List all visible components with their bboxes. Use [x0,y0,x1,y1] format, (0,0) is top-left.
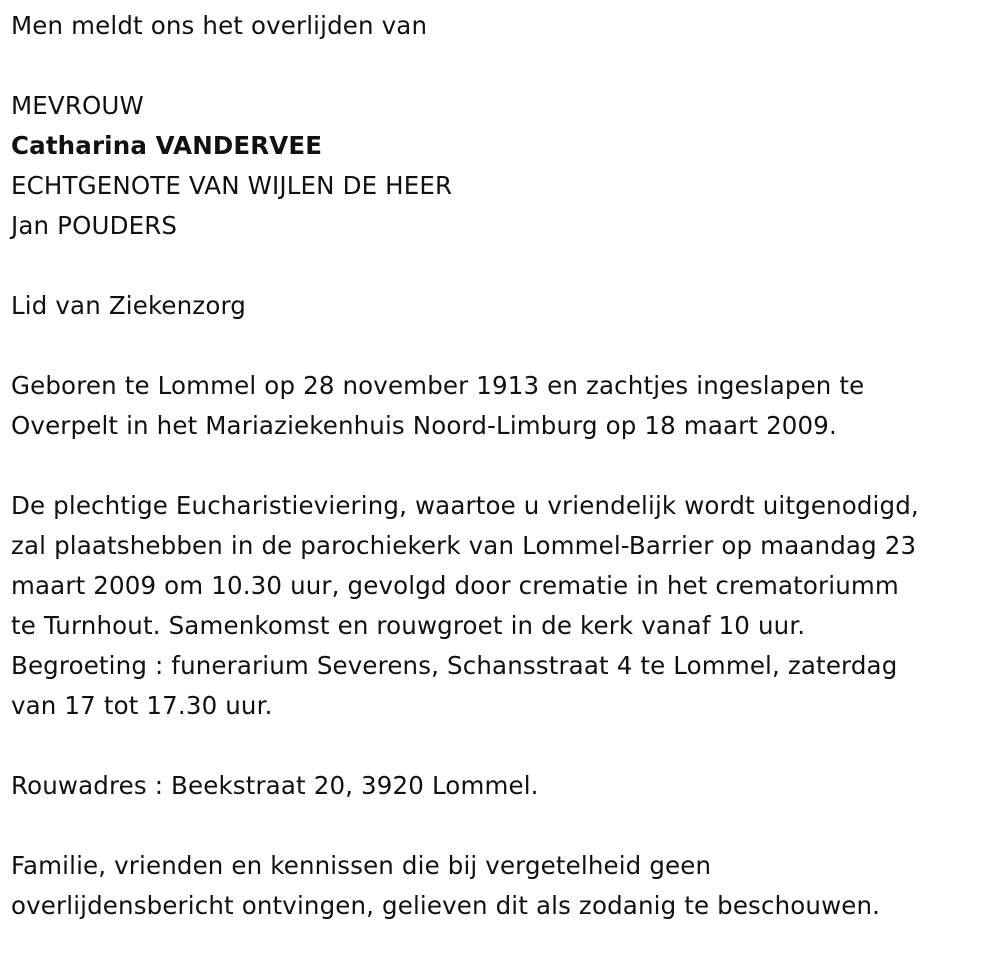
paragraph-line: Geboren te Lommel op 28 november 1913 en zachtjes ingeslapen te [11,371,865,400]
paragraph-line: De plechtige Eucharistieviering, waartoe u vriendelijk wordt uitgenodigd, [11,491,919,520]
mourning-address: Rouwadres : Beekstraat 20, 3920 Lommel. [11,771,539,800]
spouse-name: Jan POUDERS [11,211,178,240]
paragraph-line: Begroeting : funerarium Severens, Schansstraat 4 te Lommel, zaterdag [11,651,898,680]
spacer [11,806,991,846]
spacer [11,326,991,366]
paragraph-line: maart 2009 om 10.30 uur, gevolgd door crematie in het crematoriumm [11,571,899,600]
title-prefix: MEVROUW [11,91,144,120]
spacer [11,46,991,86]
paragraph-line: overlijdensbericht ontvingen, gelieven dit als zodanig te beschouwen. [11,891,881,920]
spacer [11,446,991,486]
paragraph-line: Overpelt in het Mariaziekenhuis Noord-Limburg op 18 maart 2009. [11,411,837,440]
deceased-name: Catharina VANDERVEE [11,131,323,160]
birth-death-paragraph [11,366,991,446]
paragraph-line: zal plaatshebben in de parochiekerk van Lommel-Barrier op maandag 23 [11,531,917,560]
intro-text: Men meldt ons het overlijden van [11,11,428,40]
spacer [11,726,991,766]
relation-text: ECHTGENOTE VAN WIJLEN DE HEER [11,171,453,200]
membership-text: Lid van Ziekenzorg [11,291,246,320]
ceremony-paragraph [11,486,991,726]
paragraph-line: te Turnhout. Samenkomst en rouwgroet in de kerk vanaf 10 uur. [11,611,806,640]
paragraph-line: van 17 tot 17.30 uur. [11,691,273,720]
paragraph-line: Familie, vrienden en kennissen die bij vergetelheid geen [11,851,712,880]
spacer [11,246,991,286]
obituary-notice [11,6,991,926]
closing-paragraph [11,846,991,926]
